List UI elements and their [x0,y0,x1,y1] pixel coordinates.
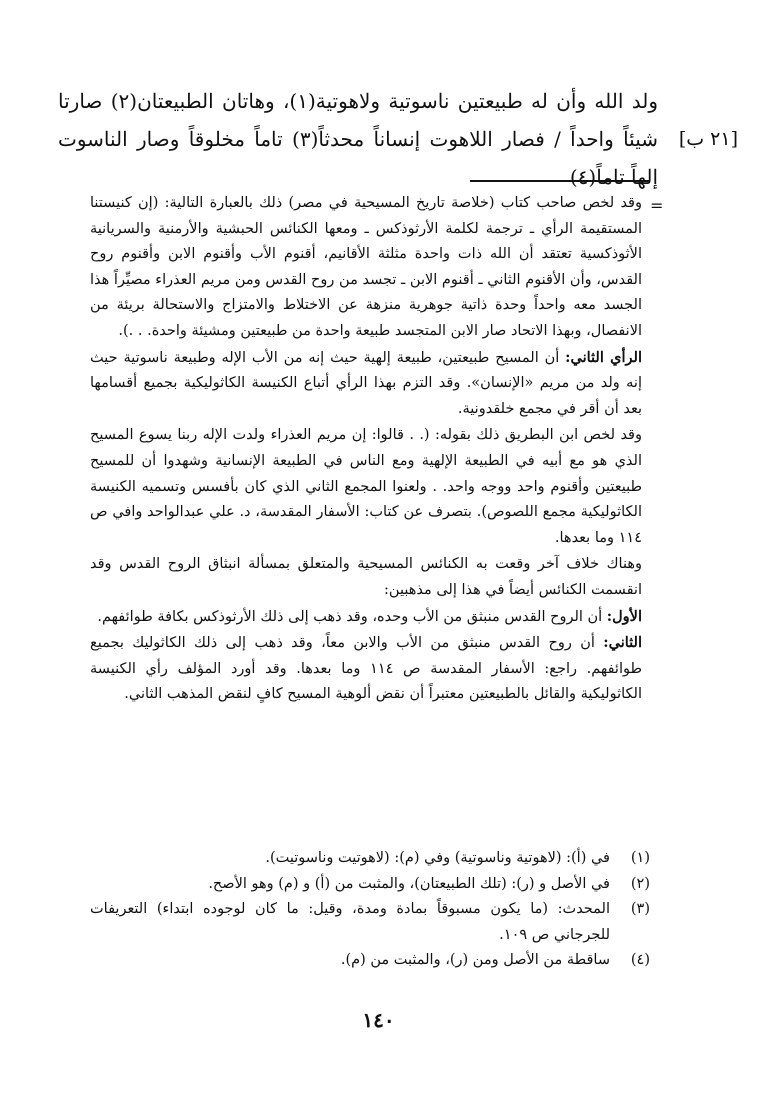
footnote-text: ساقطة من الأصل ومن (ر)، والمثبت من (م). [340,952,610,969]
paragraph-text: وقد لخص صاحب كتاب (خلاصة تاريخ المسيحية في مصر) ذلك بالعبارة التالية: (إن كنيستنا المستقيمة الرأي ـ ترجمة لكلمة الأرثوذكس ـ ومعها الكنائس الحبشية والأرمنية والسريانية الأثوذكسية تعتقد أن الله ذات واحدة مثلثة الأقانيم، أقنوم الأب وأقنوم الابن وأقنوم روح القدس، وأن الأقنوم الثاني ـ أقنوم الابن ـ تجسد من روح القدس ومن مريم العذراء مصيِّراً هذا الجسد معه واحداً وحدة ذاتية جوهرية منزهة عن الاختلاط والامتزاج والاستحالة بريئة من الانفصال، وبهذا الاتحاد صار الابن المتجسد طبيعة واحدة من طبيعتين ومشيئة واحدة. . .). [90,195,642,339]
paragraph-text: أن المسيح طبيعتين، طبيعة إلهية حيث إنه من الأب الإله وطبيعة ناسوتية حيث إنه ولد من مريم «الإنسان». وقد التزم بهذا الرأي أتباع الكنيسة الكاثوليكية بجميع أقسامها بعد أن أقر في مجمع خلقدونية. [90,349,642,417]
continuation-mark: = [650,196,664,215]
main-text: ولد الله وأن له طبيعتين ناسوتية ولاهوتية(١)، وهاتان الطبيعتان(٢) صارتا شيئاً واحداً / فصار اللاهوت إنساناً محدثاً(٣) تاماً مخلوقاً وصار الناسوت إلهاً تاماً(٤) [58,89,659,189]
commentary-paragraph [90,422,642,551]
footnote-text: المحدث: (ما يكون مسبوقاً بمادة ومدة، وقيل: ما كان لوجوده ابتداء) التعريفات للجرجاني ص ١٠٩. [90,901,610,943]
commentary-block [90,190,642,708]
commentary-paragraph [90,345,642,423]
footnote-text: في (أ): (لاهوتية وناسوتية) وفي (م): (لاهوتيت وناسوتيت). [265,850,610,866]
footnote-item [90,846,650,872]
footnote-item [90,948,650,974]
footnote-separator-line [470,180,650,182]
footnote-item [90,872,650,898]
commentary-paragraph [90,630,642,708]
paragraph-lead: الرأي الثاني: [565,348,642,366]
page-number: ١٤٠ [362,1008,395,1032]
footnote-number: (١) [630,850,650,866]
footnote-text: في الأصل و (ر): (تلك الطبيعتان)، والمثبت من (أ) و (م) وهو الأصح. [208,875,610,892]
footnote-item [90,897,650,948]
footnote-number: (٢) [630,875,650,892]
paragraph-lead: الثاني: [603,634,642,652]
paragraph-text: أن الروح القدس منبثق من الأب وحده، وقد ذهب إلى ذلك الأرثوذكس بكافة طوائفهم. [97,608,607,625]
commentary-paragraph [90,551,642,603]
paragraph-text: وقد لخص ابن البطريق ذلك بقوله: (. . قالوا: إن مريم العذراء ولدت الإله ربنا يسوع المسيح الذي هو مع أبيه في الطبيعة الإلهية ومع الناس في الطبيعة الإنسانية وشهدوا أن للمسيح طبيعتين وأقنوم واحد ووجه واحد. . ولعنوا المجمع الثاني الذي كان بأفسس وتسميه الكنيسة الكاثوليكية مجمع اللصوص). بتصرف عن كتاب: الأسفار المقدسة، د. علي عبدالواحد وافي ص ١١٤ وما بعدها. [90,427,642,546]
footnote-number: (٣) [630,901,650,918]
paragraph-text: وهناك خلاف آخر وقعت به الكنائس المسيحية والمتعلق بمسألة انبثاق الروح القدس وقد انقسمت الكنائس أيضاً في هذا إلى مذهبين: [90,556,642,598]
footnotes-list [90,846,650,974]
footnote-number: (٤) [630,952,650,969]
commentary-paragraph [90,190,642,345]
paragraph-text: أن روح القدس منبثق من الأب والابن معاً، وقد ذهب إلى ذلك الكاثوليك بجميع طوائفهم. راجع: الأسفار المقدسة ص ١١٤ وما بعدها. وقد أورد المؤلف رأي الكنيسة الكاثوليكية والقائل بالطبيعتين معتبراً أن نقض ألوهية المسيح كافٍ لنقض المذهب الثاني. [90,635,643,703]
commentary-paragraph [90,604,642,631]
manuscript-folio-reference: [٢١ ب] [678,128,738,150]
paragraph-lead: الأول: [606,607,642,625]
